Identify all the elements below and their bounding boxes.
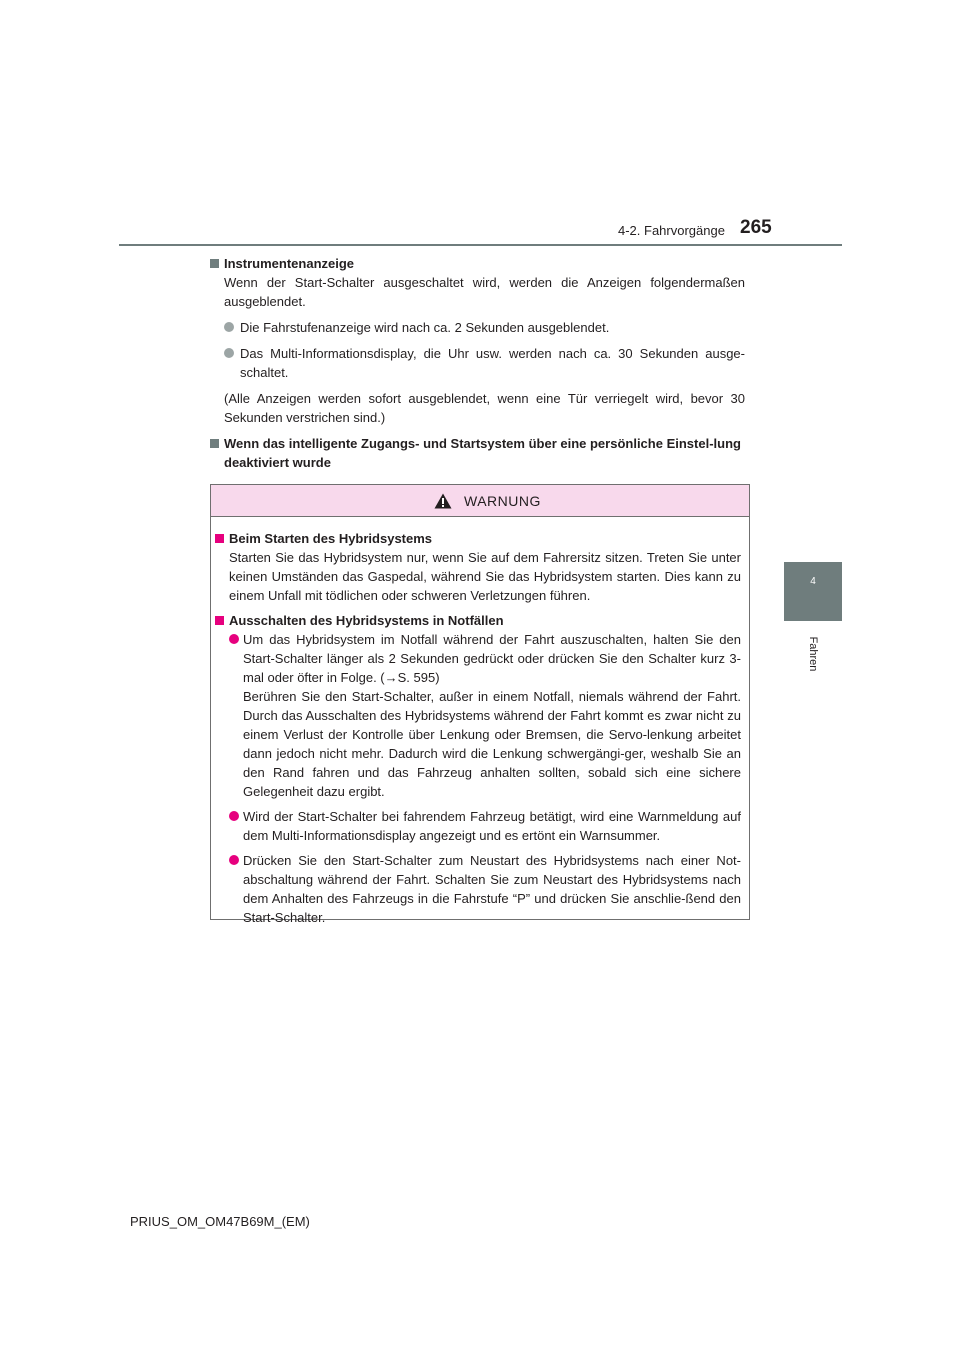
circle-bullet-icon [224,322,234,332]
square-bullet-icon [210,259,219,268]
warning-triangle-icon [434,493,452,509]
section-note: (Alle Anzeigen werden sofort ausgeblendet, wenn eine Tür verriegelt wird, bevor 30 Sekunden verstrichen sind.) [224,391,745,425]
warning-title: WARNUNG [464,493,541,509]
page-number: 265 [740,217,772,238]
circle-bullet-icon [229,855,239,865]
list-item: Die Fahrstufenanzeige wird nach ca. 2 Sekunden ausgeblendet. [210,318,745,337]
warning-subheading: Beim Starten des Hybridsystems [215,529,741,548]
chapter-tab-number: 4 [810,576,816,587]
section-paragraph: Wenn der Start-Schalter ausgeschaltet wird, werden die Anzeigen folgendermaßen ausgeblendet. [224,275,745,309]
circle-bullet-icon [224,348,234,358]
square-bullet-icon [210,439,219,448]
header-divider [119,244,842,246]
list-item: Das Multi-Informationsdisplay, die Uhr usw. werden nach ca. 30 Sekunden ausge-schaltet. [210,344,745,382]
warning-list-item: Drücken Sie den Start-Schalter zum Neustart des Hybridsystems nach einer Not-abschaltung während der Fahrt. Schalten Sie zum Neustart des Hybridsystems nach dem Anhalten des Fahrzeugs in die Fahrstufe “P” und drücken Sie anschlie-ßend den Start-Schalter. [215,851,741,927]
main-content [210,254,745,498]
warning-list-item: Wird der Start-Schalter bei fahrendem Fahrzeug betätigt, wird eine Warnmeldung auf dem Multi-Informationsdisplay angezeigt und es ertönt ein Warnsummer. [215,807,741,845]
section-heading: Instrumentenanzeige [210,254,745,273]
chapter-tab-label: Fahren [807,636,819,672]
square-bullet-icon [215,616,224,625]
warning-list-item: Um das Hybridsystem im Notfall während der Fahrt auszuschalten, halten Sie den Start-Schalter länger als 2 Sekunden gedrückt oder drücken Sie den Schalter kurz 3-mal oder öfter in Folge. (→S. 595) Berühren Sie den Start-Schalter, außer in einem Notfall, niemals während der Fahrt. Durch das Ausschalten des Hybridsystems während der Fahrt kommt es zwar nicht zu einem Verlust der Kontrolle über Lenkung oder Bremsen, die Servo-lenkung arbeitet dann jedoch nicht mehr. Dadurch wird die Lenkung schwergängi-ger, weshalb Sie an den Rand fahren und das Fahrzeug anhalten sollten, sobald sich eine sichere Gelegenheit dazu ergibt. [215,630,741,801]
chapter-tab[interactable] [784,562,842,621]
warning-header [211,485,749,517]
circle-bullet-icon [229,634,239,644]
warning-body [215,529,741,927]
square-bullet-icon [215,534,224,543]
chapter-section-title: 4-2. Fahrvorgänge [618,223,725,238]
section-heading: Wenn das intelligente Zugangs- und Startsystem über eine persönliche Einstel-lung deaktiviert wurde [210,434,745,472]
footer-document-id: PRIUS_OM_OM47B69M_(EM) [130,1214,310,1229]
warning-paragraph: Starten Sie das Hybridsystem nur, wenn Sie auf dem Fahrersitz sitzen. Treten Sie unter keinen Umständen das Gaspedal, während Sie das Hybridsystem starten. Dies kann zu einem Unfall mit tödlichen oder schweren Verletzungen führen. [229,550,741,603]
circle-bullet-icon [229,811,239,821]
warning-box [210,484,750,925]
warning-subheading: Ausschalten des Hybridsystems in Notfällen [215,611,741,630]
